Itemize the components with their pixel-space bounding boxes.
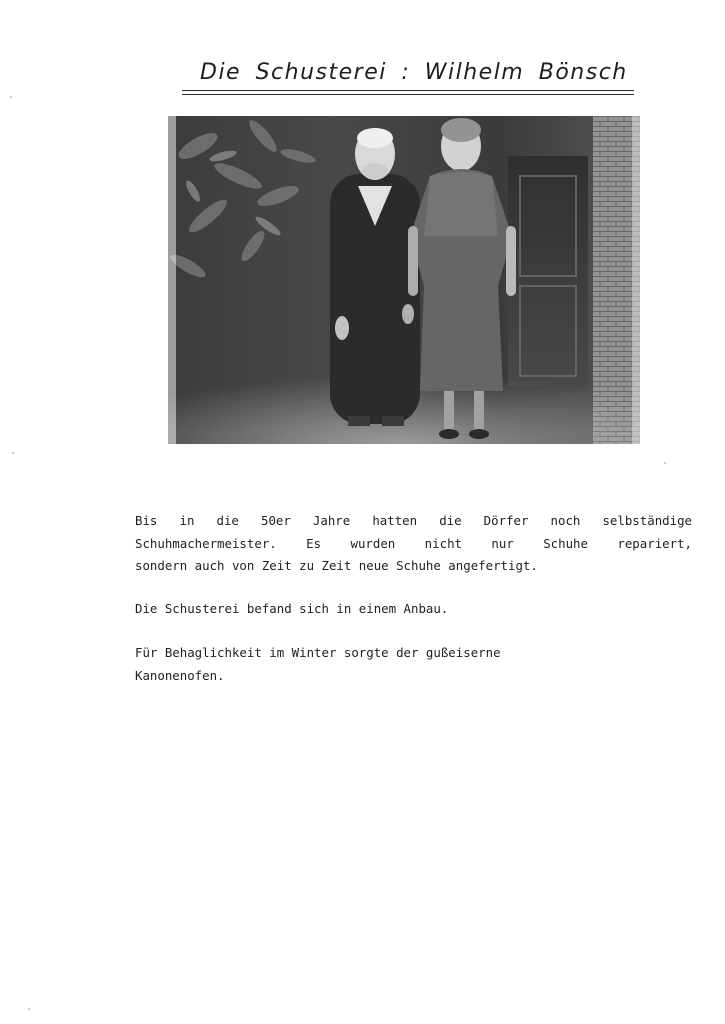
page-title: Die Schusterei : Wilhelm Bönsch bbox=[200, 60, 628, 85]
paragraph-intro bbox=[135, 510, 692, 578]
scan-speck bbox=[28, 1008, 30, 1010]
paragraph-stove-line-2: Kanonenofen. bbox=[135, 667, 225, 683]
scan-speck bbox=[10, 96, 12, 98]
title-underline-top bbox=[182, 90, 634, 91]
scan-speck bbox=[12, 452, 14, 454]
scan-speck bbox=[664, 462, 666, 464]
paragraph-workshop: Die Schusterei befand sich in einem Anbau. bbox=[135, 601, 449, 616]
couple-photo bbox=[168, 116, 640, 444]
paragraph-intro-line-2: Schuhmachermeister. Es wurden nicht nur Schuhe repariert, bbox=[135, 535, 692, 551]
paragraph-stove bbox=[135, 642, 692, 687]
title-underline-bottom bbox=[182, 94, 634, 95]
paragraph-stove-line-1: Für Behaglichkeit im Winter sorgte der gußeiserne bbox=[135, 645, 501, 660]
paragraph-intro-line-1: Bis in die 50er Jahre hatten die Dörfer noch selbständige bbox=[135, 513, 692, 528]
paragraph-intro-line-3: sondern auch von Zeit zu Zeit neue Schuhe angefertigt. bbox=[135, 558, 538, 573]
